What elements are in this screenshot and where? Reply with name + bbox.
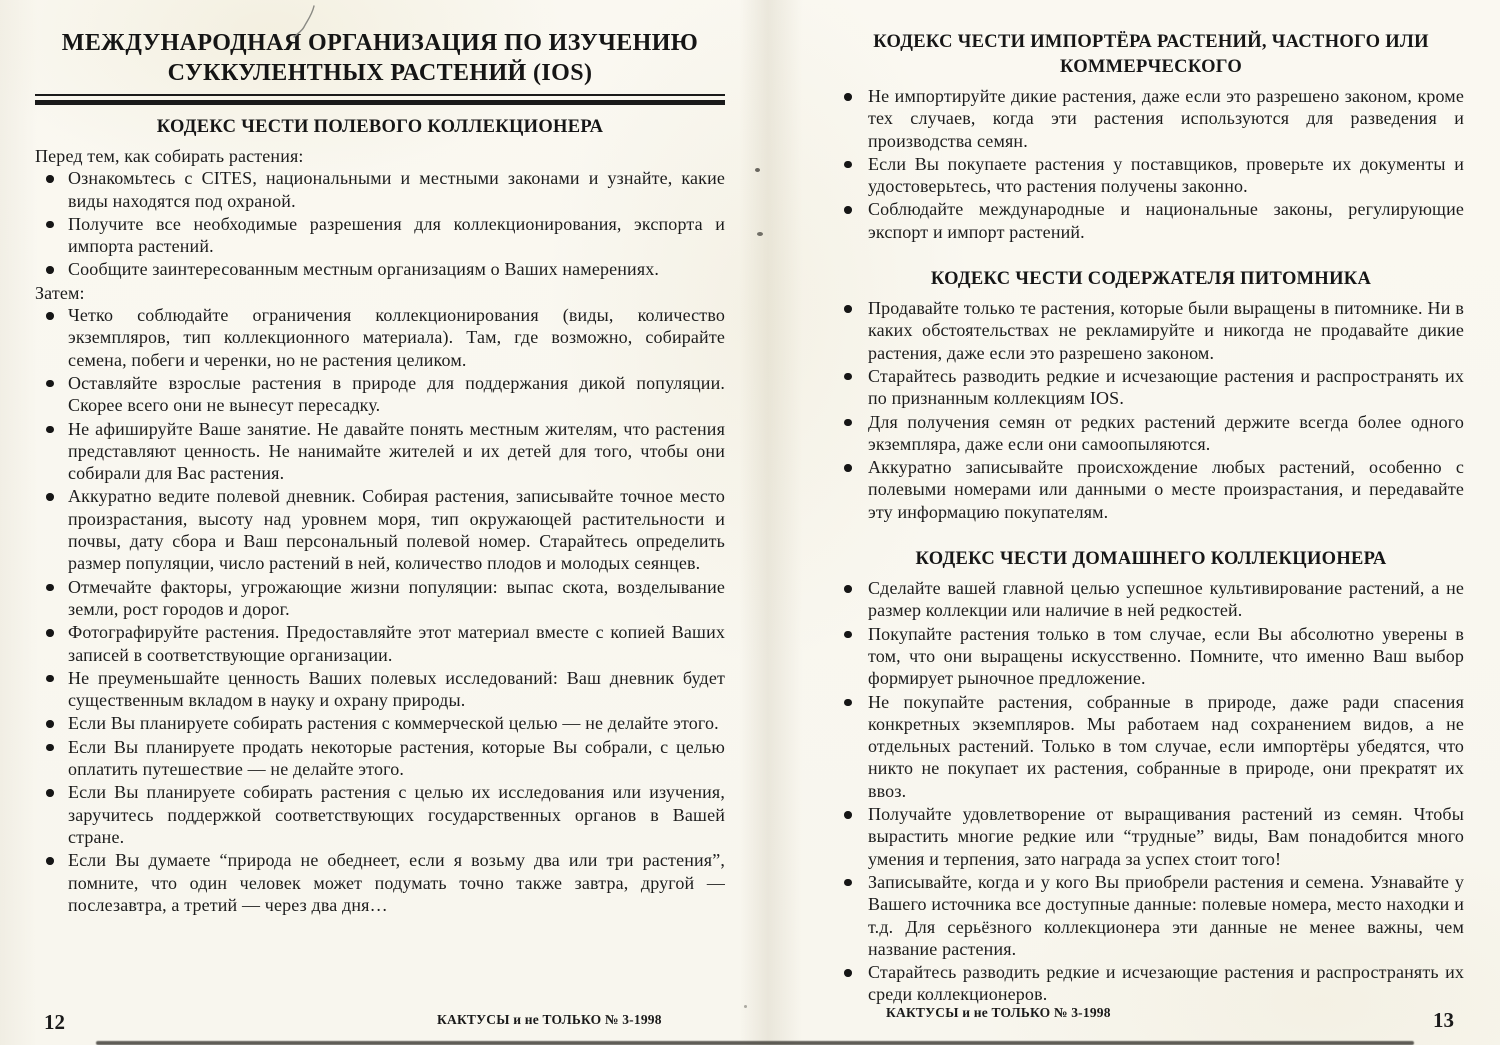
list-item: Фотографируйте растения. Предоставляйте этот материал вместе с копией Ваших записей в соответствующие организации. (35, 621, 725, 666)
list-item: Отмечайте факторы, угрожающие жизни популяции: выпас скота, возделывание земли, рост городов и дорог. (35, 576, 725, 621)
list-item: Не преуменьшайте ценность Ваших полевых исследований: Ваш дневник будет существенным вкладом в науку и охрану природы. (35, 667, 725, 712)
list-item: Если Вы планируете продать некоторые растения, которые Вы собрали, с целью оплатить путешествие — не делайте этого. (35, 736, 725, 781)
list-item: Если Вы думаете “природа не обеднеет, если я возьму два или три растения”, помните, что один человек может подумать точно также завтра, другой — послезавтра, а третий — через два дня… (35, 849, 725, 916)
list-item: Получайте удовлетворение от выращивания растений из семян. Чтобы вырастить многие редкие или “трудные” виды, Вам понадобится много умения и терпения, зато награда за успех стоит того! (838, 803, 1464, 870)
list-item: Аккуратно ведите полевой дневник. Собирая растения, записывайте точное место произрастания, высоту над уровнем моря, тип окружающей растительности и почвы, дату сбора и Ваш персональный полевой номер. Старайтесь определить размер популяции, число растений в ней, количество плодов и молодых сеянцев. (35, 485, 725, 574)
importer-code-list (838, 85, 1464, 243)
list-item: Получите все необходимые разрешения для коллекционирования, экспорта и импорта растений. (35, 213, 725, 258)
list-item: Ознакомьтесь с CITES, национальными и местными законами и узнайте, какие виды находятся под охраной. (35, 167, 725, 212)
nursery-keeper-code-heading: КОДЕКС ЧЕСТИ СОДЕРЖАТЕЛЯ ПИТОМНИКА (930, 269, 1372, 290)
title-divider-rule (35, 94, 725, 105)
pen-mark (291, 4, 319, 40)
list-item: Четко соблюдайте ограничения коллекционирования (виды, количество экземпляров, тип коллекционного материала). Там, где возможно, собирайте семена, побеги и черенки, но не растения целиком. (35, 304, 725, 371)
nursery-keeper-code-list (838, 297, 1464, 523)
before-collecting-list (35, 167, 725, 280)
list-item: Оставляйте взрослые растения в природе для поддержания дикой популяции. Скорее всего они не вынесут пересадку. (35, 372, 725, 417)
page-number-left: 12 (44, 1010, 65, 1034)
page-right (838, 20, 1464, 1007)
list-item: Записывайте, когда и у кого Вы приобрели растения и семена. Узнавайте у Вашего источника все доступные данные: полевые номера, место находки и т.д. Для серьёзного коллекционера эти данные не менее важны, чем название растения. (838, 871, 1464, 960)
list-item: Если Вы планируете собирать растения с целью их исследования или изучения, заручитесь поддержкой соответствующих государственных органов в Вашей стране. (35, 781, 725, 848)
page-number-right: 13 (1433, 1008, 1454, 1032)
list-item: Не покупайте растения, собранные в природе, даже ради спасения конкретных экземпляров. Мы работаем над сохранением видов, а не отдельных растений. Только в том случае, если импортёры убедятся, что никто не покупает их растения, собранные в природе, они прекратят их ввоз. (838, 691, 1464, 802)
journal-footer-right: КАКТУСЫ и не ТОЛЬКО № 3-1998 (886, 1005, 1111, 1020)
list-item: Если Вы покупаете растения у поставщиков, проверьте их документы и удостоверьтесь, что растения получены законно. (838, 153, 1464, 198)
list-item: Соблюдайте международные и национальные законы, регулирующие экспорт и импорт растений. (838, 198, 1464, 243)
list-item: Покупайте растения только в том случае, если Вы абсолютно уверены в том, что они выращены искусственно. Помните, что именно Ваш выбор формирует рыночное предложение. (838, 623, 1464, 690)
scan-speck (755, 168, 760, 172)
intro-then: Затем: (35, 282, 85, 303)
scan-bottom-edge (96, 1041, 1414, 1045)
journal-footer-left: КАКТУСЫ и не ТОЛЬКО № 3-1998 (437, 1012, 662, 1027)
scan-speck (744, 1005, 747, 1008)
scan-speck (757, 232, 763, 236)
home-collector-code-list (838, 577, 1464, 1006)
intro-before-collecting: Перед тем, как собирать растения: (35, 146, 304, 166)
list-item: Старайтесь разводить редкие и исчезающие растения и распространять их среди коллекционеров. (838, 961, 1464, 1006)
list-item: Сообщите заинтересованным местным организациям о Ваших намерениях. (35, 258, 725, 280)
home-collector-code-heading: КОДЕКС ЧЕСТИ ДОМАШНЕГО КОЛЛЕКЦИОНЕРА (915, 549, 1387, 570)
field-collector-code-heading: КОДЕКС ЧЕСТИ ПОЛЕВОГО КОЛЛЕКЦИОНЕРА (156, 117, 604, 137)
organization-title: МЕЖДУНАРОДНАЯ ОРГАНИЗАЦИЯ ПО ИЗУЧЕНИЮ СУККУЛЕНТНЫХ РАСТЕНИЙ (IOS) (61, 30, 699, 86)
list-item: Сделайте вашей главной целью успешное культивирование растений, а не размер коллекции или наличие в ней редкостей. (838, 577, 1464, 622)
page-left (35, 28, 725, 917)
list-item: Не афишируйте Ваше занятие. Не давайте понять местным жителям, что растения представляют ценность. Не нанимайте жителей и их детей для того, чтобы они собирали для Вас растения. (35, 418, 725, 485)
then-list (35, 304, 725, 916)
importer-code-heading: КОДЕКС ЧЕСТИ ИМПОРТЁРА РАСТЕНИЙ, ЧАСТНОГО ИЛИ КОММЕРЧЕСКОГО (873, 32, 1429, 77)
list-item: Продавайте только те растения, которые были выращены в питомнике. Ни в каких обстоятельствах не рекламируйте и никогда не продавайте дикие растения, даже если это разрешено законом. (838, 297, 1464, 364)
list-item: Старайтесь разводить редкие и исчезающие растения и распространять их по признанным коллекциям IOS. (838, 365, 1464, 410)
list-item: Аккуратно записывайте происхождение любых растений, особенно с полевыми номерами или данными о месте произрастания, и передавайте эту информацию покупателям. (838, 456, 1464, 523)
list-item: Не импортируйте дикие растения, даже если это разрешено законом, кроме тех случаев, когда эти растения используются для разведения и производства семян. (838, 85, 1464, 152)
list-item: Если Вы планируете собирать растения с коммерческой целью — не делайте этого. (35, 712, 725, 734)
list-item: Для получения семян от редких растений держите всегда более одного экземпляра, даже если они самоопыляются. (838, 411, 1464, 456)
